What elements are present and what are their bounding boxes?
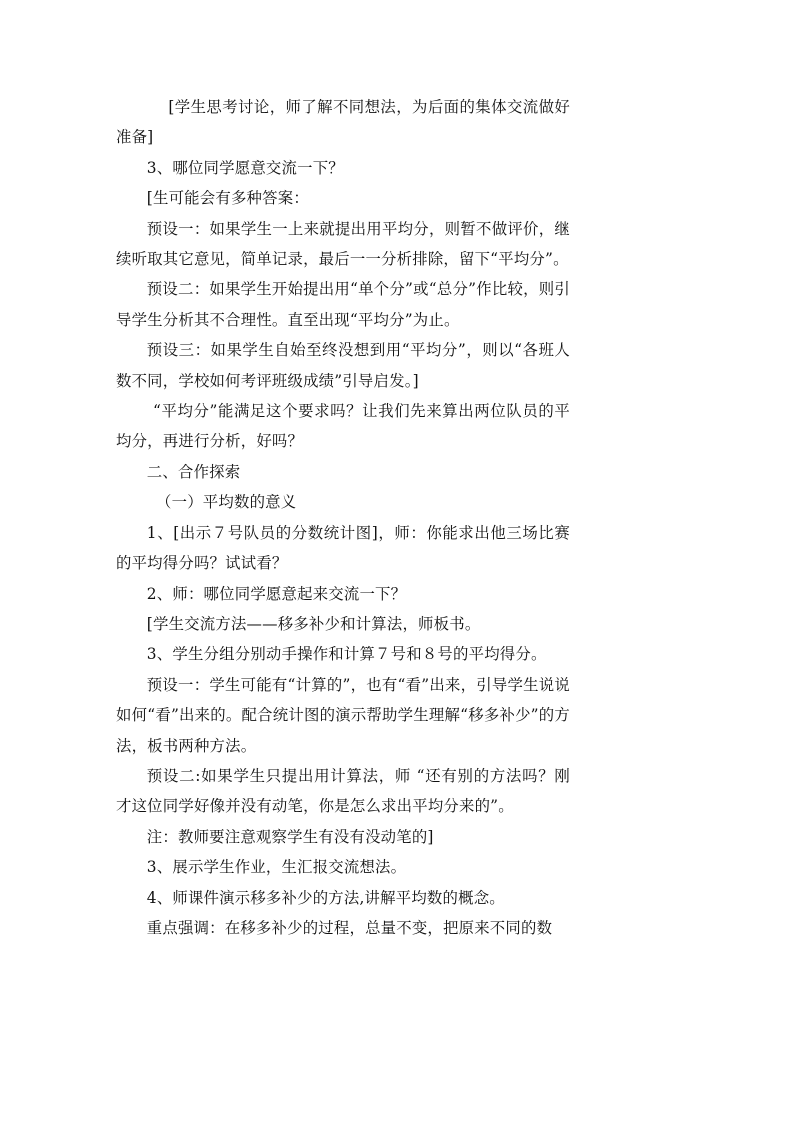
paragraph-preset-1-methods: 预设一：学生可能有“计算的”，也有“看”出来，引导学生说说如何“看”出来的。配合统计图的演示帮助学生理解“移多补少”的方法，板书两种方法。 <box>116 675 570 755</box>
paragraph-step-3-show-work: 3、展示学生作业，生汇报交流想法。 <box>146 858 407 877</box>
subsection-heading-meaning-of-average: （一）平均数的意义 <box>156 493 297 512</box>
paragraph-possible-answers: [生可能会有多种答案： <box>146 189 309 208</box>
paragraph-student-methods: [学生交流方法——移多补少和计算法，师板书。 <box>146 614 481 633</box>
paragraph-teacher-note: 注：教师要注意观察学生有没有没动笔的] <box>146 827 434 846</box>
section-heading-cooperative-exploration: 二、合作探索 <box>146 462 241 481</box>
paragraph-preset-1: 预设一：如果学生一上来就提出用平均分，则暂不做评价，继续听取其它意见，简单记录，最后一一分析排除，留下“平均分”。 <box>116 219 570 269</box>
paragraph-discussion-note: [学生思考讨论，师了解不同想法，为后面的集体交流做好准备] <box>116 98 570 147</box>
paragraph-step-1: 1、[出示７号队员的分数统计图]，师：你能求出他三场比赛的平均得分吗？试试看？ <box>116 523 570 573</box>
paragraph-average-question: “平均分”能满足这个要求吗？让我们先来算出两位队员的平均分，再进行分析，好吗？ <box>116 402 570 451</box>
paragraph-step-3-question: 3、哪位同学愿意交流一下？ <box>146 158 344 177</box>
paragraph-preset-2: 预设二：如果学生开始提出用“单个分”或“总分”作比较，则引导学生分析其不合理性。直至出现“平均分”为止。 <box>116 280 570 329</box>
paragraph-step-4-demo: 4、师课件演示移多补少的方法,讲解平均数的概念。 <box>146 888 505 907</box>
paragraph-preset-3: 预设三：如果学生自始至终没想到用“平均分”，则以“各班人数不同，学校如何考评班级成绩”引导启发。] <box>116 341 570 390</box>
paragraph-key-emphasis: 重点强调：在移多补少的过程，总量不变，把原来不同的数 <box>146 918 553 937</box>
paragraph-preset-2-calculation: 预设二:如果学生只提出用计算法，师 “还有别的方法吗？刚才这位同学好像并没有动笔，你是怎么求出平均分来的”。 <box>116 766 570 816</box>
paragraph-step-3-group-work: 3、学生分组分别动手操作和计算７号和８号的平均得分。 <box>146 645 547 664</box>
document-body <box>116 92 570 943</box>
paragraph-step-2: 2、师：哪位同学愿意起来交流一下？ <box>146 584 407 603</box>
